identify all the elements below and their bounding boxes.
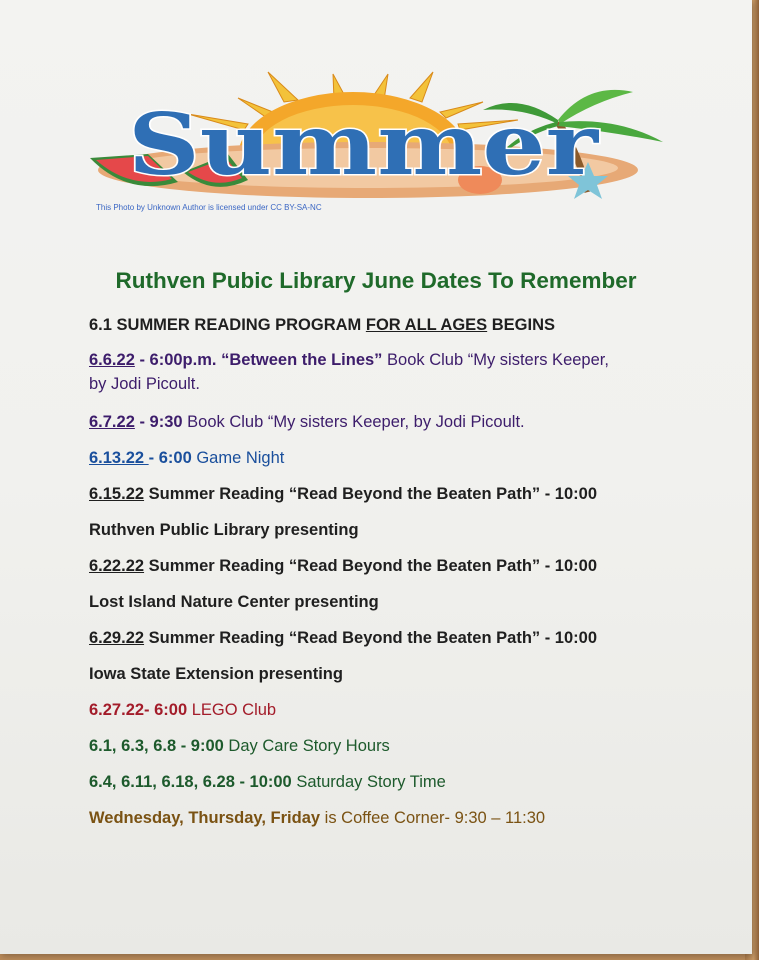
list-item <box>89 555 597 577</box>
item-date: 6.27.22- 6:00 <box>89 701 188 719</box>
item-text: 6.1 SUMMER READING PROGRAM <box>89 316 366 334</box>
item-text: Saturday Story Time <box>291 773 446 791</box>
list-item <box>89 349 609 371</box>
item-text: BEGINS <box>487 316 556 334</box>
item-date: 6.13.22 <box>89 449 149 467</box>
item-text: Day Care Story Hours <box>223 737 390 755</box>
item-days: Wednesday, Thursday, Friday <box>89 809 321 827</box>
photo-credit[interactable]: This Photo by Unknown Author is licensed under CC BY-SA-NC <box>96 204 322 212</box>
item-text: Book Club “My sisters Keeper, by Jodi Picoult. <box>182 413 525 431</box>
summer-logo-text: Summer <box>128 95 601 194</box>
list-item-presenter: Lost Island Nature Center presenting <box>89 593 379 611</box>
item-text: Book Club “My sisters Keeper, <box>382 351 609 369</box>
list-item <box>89 807 545 829</box>
page-title: Ruthven Pubic Library June Dates To Remember <box>115 268 637 293</box>
list-item-presenter: Iowa State Extension presenting <box>89 665 343 683</box>
item-text: Game Night <box>191 449 285 467</box>
item-text: is Coffee Corner- 9:30 – 11:30 <box>320 809 546 827</box>
list-item <box>89 314 555 336</box>
item-time: - 6:00p.m. “Between the Lines” <box>134 351 383 369</box>
item-underlined-text: FOR ALL AGES <box>365 316 488 334</box>
list-item <box>89 447 284 469</box>
list-item <box>89 735 390 757</box>
item-date: 6.1, 6.3, 6.8 - 9:00 <box>89 737 224 755</box>
item-date: 6.7.22 <box>89 413 135 431</box>
item-time: - 6:00 <box>148 449 192 467</box>
item-text: LEGO Club <box>187 701 277 719</box>
item-date: 6.4, 6.11, 6.18, 6.28 - 10:00 <box>89 773 292 791</box>
item-date: 6.22.22 <box>89 557 145 575</box>
item-date: 6.29.22 <box>89 629 145 647</box>
item-date: 6.15.22 <box>89 485 145 503</box>
list-item <box>89 771 446 793</box>
list-item <box>89 627 597 649</box>
item-text: Summer Reading “Read Beyond the Beaten Path” - 10:00 <box>144 485 598 503</box>
list-item <box>89 483 597 505</box>
item-text: Summer Reading “Read Beyond the Beaten Path” - 10:00 <box>144 629 598 647</box>
list-item <box>89 699 276 721</box>
list-item <box>89 411 525 433</box>
summer-banner-image <box>88 62 668 212</box>
list-item-continuation: by Jodi Picoult. <box>89 375 200 393</box>
item-text: Summer Reading “Read Beyond the Beaten Path” - 10:00 <box>144 557 598 575</box>
item-time: - 9:30 <box>134 413 183 431</box>
item-date: 6.6.22 <box>89 351 135 369</box>
list-item-presenter: Ruthven Public Library presenting <box>89 521 359 539</box>
